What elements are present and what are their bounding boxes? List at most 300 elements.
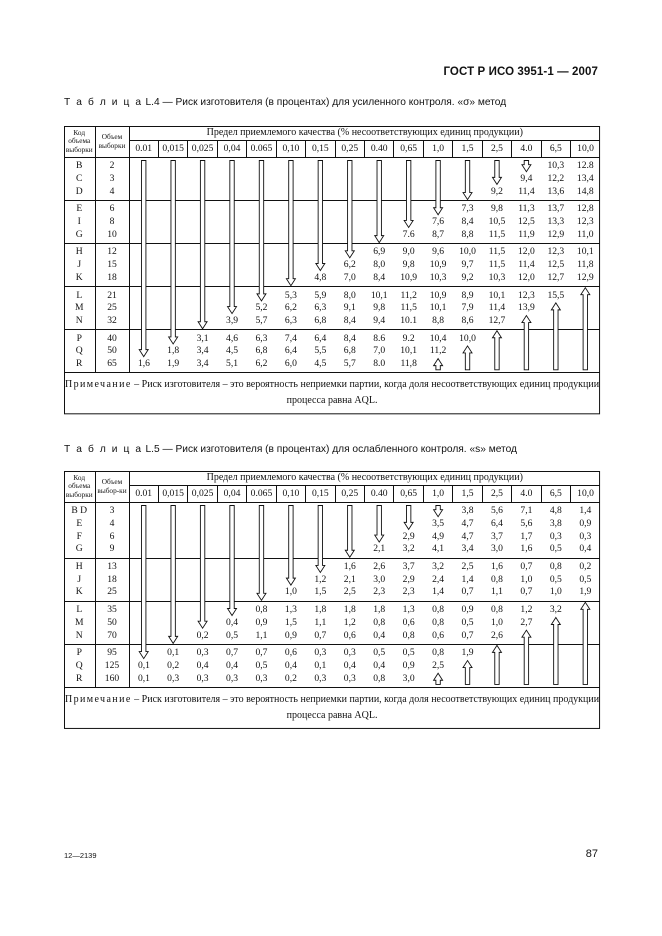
risk-value xyxy=(276,244,305,259)
risk-value xyxy=(512,644,541,659)
sample-code: B D xyxy=(64,503,95,518)
risk-value: 0,1 xyxy=(158,644,187,659)
sample-size: 25 xyxy=(95,586,129,601)
risk-value: 2,7 xyxy=(520,616,533,628)
risk-value: 6,9 xyxy=(365,244,394,259)
risk-value: 0,5 xyxy=(394,644,423,659)
risk-value: 0,2 xyxy=(167,659,180,671)
risk-value xyxy=(247,201,276,216)
risk-value: 10,4 xyxy=(423,330,452,345)
risk-value xyxy=(365,173,394,186)
risk-value: 0,2 xyxy=(284,672,297,684)
risk-value: 0,4 xyxy=(196,659,209,671)
risk-value xyxy=(571,660,601,673)
risk-value: 5,5 xyxy=(314,345,327,357)
risk-value: 0,6 xyxy=(402,616,415,628)
risk-value xyxy=(188,315,217,330)
risk-value xyxy=(217,601,246,616)
risk-value: 10,0 xyxy=(453,330,482,345)
risk-value xyxy=(188,543,217,558)
risk-value: 0,4 xyxy=(579,543,592,555)
risk-value xyxy=(217,244,246,259)
risk-value: 4,1 xyxy=(432,543,445,555)
risk-value xyxy=(423,158,452,173)
risk-value xyxy=(217,573,246,586)
risk-value xyxy=(129,216,158,229)
risk-value xyxy=(394,518,423,531)
sample-size: 160 xyxy=(95,672,129,687)
risk-value xyxy=(129,287,158,302)
risk-value: 13,7 xyxy=(541,201,570,216)
risk-value xyxy=(158,558,187,573)
size-header: Объем выбор-ки xyxy=(95,471,129,503)
risk-value xyxy=(541,330,570,345)
risk-value: 0,4 xyxy=(373,659,386,671)
risk-value: 11,5 xyxy=(488,228,506,240)
aql-column-header: 0,65 xyxy=(394,141,423,158)
risk-value: 0,8 xyxy=(423,644,452,659)
risk-value: 12,0 xyxy=(518,271,535,283)
risk-value: 5,1 xyxy=(226,357,239,369)
table-l5-caption xyxy=(64,444,517,455)
risk-value: 0,8 xyxy=(541,558,570,573)
risk-value xyxy=(188,573,217,586)
sample-size: 6 xyxy=(95,530,129,543)
risk-value: 1,9 xyxy=(167,357,180,369)
risk-value: 14,8 xyxy=(576,185,594,197)
risk-value: 7.6 xyxy=(402,228,415,240)
risk-value xyxy=(188,302,217,315)
risk-value xyxy=(571,644,601,659)
risk-value xyxy=(158,530,187,543)
sample-size: 50 xyxy=(95,345,129,358)
risk-value xyxy=(335,530,364,543)
risk-value xyxy=(512,672,541,687)
risk-value xyxy=(129,315,158,330)
table-row xyxy=(64,586,600,601)
risk-value xyxy=(129,185,158,200)
risk-value xyxy=(129,518,158,531)
risk-value: 15,5 xyxy=(541,287,570,302)
risk-value: 4,6 xyxy=(217,330,246,345)
risk-value xyxy=(188,173,217,186)
risk-value xyxy=(158,272,187,287)
risk-value: 2,6 xyxy=(490,629,503,641)
aql-column-header: 6,5 xyxy=(541,141,570,158)
risk-value: 7,6 xyxy=(432,216,445,228)
risk-value xyxy=(335,543,364,558)
caption-text: L.5 — Риск изготовителя (в процентах) для ослабленного контроля. «s» метод xyxy=(145,444,517,455)
sample-size: 18 xyxy=(95,573,129,586)
table-row xyxy=(64,518,600,531)
aql-column-header: 0,015 xyxy=(158,486,187,503)
aql-column-header: 0.065 xyxy=(247,141,276,158)
risk-value: 1,6 xyxy=(335,558,364,573)
risk-value xyxy=(276,228,305,243)
risk-value: 5,3 xyxy=(276,287,305,302)
sample-code: F xyxy=(64,530,95,543)
risk-value: 1,9 xyxy=(453,644,482,659)
risk-value xyxy=(423,173,452,186)
risk-value: 3,0 xyxy=(402,672,415,684)
risk-value xyxy=(394,173,423,186)
risk-value xyxy=(512,330,541,345)
risk-value: 1,9 xyxy=(579,586,592,598)
risk-value xyxy=(247,216,276,229)
risk-value: 1,4 xyxy=(432,586,445,598)
risk-value xyxy=(188,158,217,173)
risk-value xyxy=(453,660,482,673)
aql-column-header: 0,04 xyxy=(217,486,246,503)
risk-value: 1,7 xyxy=(520,530,533,542)
risk-value: 0,4 xyxy=(226,616,239,628)
risk-value: 4,8 xyxy=(314,271,327,283)
risk-value: 0,3 xyxy=(549,530,562,542)
risk-value xyxy=(453,173,482,186)
risk-value: 0,9 xyxy=(579,518,592,530)
risk-value: 0,3 xyxy=(314,672,327,684)
risk-value: 7,9 xyxy=(461,302,474,314)
risk-value xyxy=(247,244,276,259)
risk-value: 10,3 xyxy=(429,271,447,283)
risk-value xyxy=(453,185,482,200)
risk-value xyxy=(423,358,452,373)
risk-value xyxy=(482,358,511,373)
risk-value: 1,0 xyxy=(284,586,297,598)
risk-value xyxy=(276,272,305,287)
risk-value: 11,3 xyxy=(512,201,541,216)
risk-value: 8,4 xyxy=(343,314,356,326)
risk-value xyxy=(129,173,158,186)
risk-value xyxy=(158,173,187,186)
risk-value: 6,4 xyxy=(306,330,335,345)
aql-column-header: 10,0 xyxy=(571,141,601,158)
risk-value: 3,7 xyxy=(490,530,503,542)
risk-value xyxy=(541,302,570,315)
sample-size: 25 xyxy=(95,302,129,315)
size-header: Объем выборки xyxy=(95,126,129,158)
risk-value: 11,5 xyxy=(400,302,417,314)
risk-value xyxy=(188,586,217,601)
risk-value: 8,8 xyxy=(432,314,445,326)
risk-value: 0,2 xyxy=(196,629,209,641)
risk-value: 0,4 xyxy=(284,659,297,671)
risk-value: 0,8 xyxy=(490,573,503,585)
risk-value xyxy=(129,543,158,558)
risk-value xyxy=(335,173,364,186)
risk-value xyxy=(306,244,335,259)
risk-value: 12,9 xyxy=(547,228,565,240)
risk-value: 0,5 xyxy=(226,629,239,641)
risk-value: 1,2 xyxy=(343,616,356,628)
risk-value: 10,3 xyxy=(488,271,506,283)
risk-value: 0,7 xyxy=(461,586,474,598)
risk-value xyxy=(188,228,217,243)
risk-value: 3,8 xyxy=(453,503,482,518)
caption-text: L.4 — Риск изготовителя (в процентах) для усиленного контроля. «σ» метод xyxy=(145,97,507,108)
risk-value: 0,6 xyxy=(432,629,445,641)
risk-value xyxy=(158,228,187,243)
risk-value: 5,6 xyxy=(482,503,511,518)
sample-size: 3 xyxy=(95,173,129,186)
risk-value xyxy=(158,244,187,259)
risk-value: 12,2 xyxy=(547,173,565,185)
risk-value xyxy=(541,617,570,630)
risk-value: 0,4 xyxy=(226,659,239,671)
risk-value: 9,8 xyxy=(482,201,511,216)
risk-value xyxy=(276,558,305,573)
risk-value: 1,1 xyxy=(255,629,268,641)
risk-value xyxy=(158,586,187,601)
table-row xyxy=(64,244,600,259)
table-l4-caption xyxy=(64,97,506,108)
aql-column-header: 1,0 xyxy=(423,486,452,503)
risk-value: 1,6 xyxy=(137,357,150,369)
risk-value: 0,9 xyxy=(402,659,415,671)
risk-value xyxy=(306,216,335,229)
risk-value: 6,4 xyxy=(284,345,297,357)
risk-value: 8,9 xyxy=(453,287,482,302)
risk-value: 0,7 xyxy=(217,644,246,659)
risk-value xyxy=(571,629,601,644)
sample-code: H xyxy=(64,558,95,573)
table-row xyxy=(64,173,600,186)
sample-code: J xyxy=(64,259,95,272)
sample-size: 40 xyxy=(95,330,129,345)
risk-value: 0,5 xyxy=(365,644,394,659)
risk-value xyxy=(335,185,364,200)
risk-value xyxy=(158,201,187,216)
risk-value: 0,3 xyxy=(255,672,268,684)
sample-size: 50 xyxy=(95,617,129,630)
risk-value xyxy=(571,601,601,616)
sample-size: 4 xyxy=(95,185,129,200)
risk-value xyxy=(158,617,187,630)
sample-size: 10 xyxy=(95,228,129,243)
risk-value: 9.2 xyxy=(394,330,423,345)
table-row xyxy=(64,228,600,243)
aql-column-header: 0,025 xyxy=(188,486,217,503)
risk-value: 11,4 xyxy=(488,302,506,314)
risk-value: 9,2 xyxy=(490,185,503,197)
risk-value xyxy=(247,543,276,558)
aql-column-header: 4.0 xyxy=(512,486,541,503)
risk-value xyxy=(335,201,364,216)
risk-value: 1,8 xyxy=(167,345,180,357)
risk-value xyxy=(188,185,217,200)
risk-value xyxy=(129,158,158,173)
risk-value: 2,3 xyxy=(373,586,386,598)
aql-column-header: 0,25 xyxy=(335,486,364,503)
risk-value xyxy=(158,518,187,531)
risk-value: 1,0 xyxy=(490,616,503,628)
risk-value xyxy=(365,216,394,229)
table-row xyxy=(64,158,600,173)
aql-column-header: 1,5 xyxy=(453,141,482,158)
risk-value: 9,1 xyxy=(343,302,356,314)
risk-value: 2,1 xyxy=(373,543,386,555)
risk-value xyxy=(188,287,217,302)
risk-value xyxy=(188,503,217,518)
risk-value: 1,3 xyxy=(276,601,305,616)
risk-value xyxy=(247,518,276,531)
risk-value: 11,5 xyxy=(482,244,511,259)
risk-value: 12,9 xyxy=(576,271,594,283)
risk-value xyxy=(335,518,364,531)
risk-value: 6,3 xyxy=(314,302,327,314)
aql-column-header: 0.065 xyxy=(247,486,276,503)
sample-code: R xyxy=(64,358,95,373)
aql-column-header: 4.0 xyxy=(512,141,541,158)
risk-value xyxy=(129,330,158,345)
risk-value: 0,6 xyxy=(276,644,305,659)
note-label: Примечание xyxy=(64,693,132,705)
risk-value: 11,8 xyxy=(400,357,417,369)
aql-column-header: 0.01 xyxy=(129,486,158,503)
risk-value: 8,8 xyxy=(461,228,474,240)
risk-value xyxy=(335,216,364,229)
risk-value xyxy=(571,302,601,315)
risk-value xyxy=(129,302,158,315)
risk-value: 3,2 xyxy=(541,601,570,616)
risk-value xyxy=(482,644,511,659)
sample-code: K xyxy=(64,586,95,601)
risk-value: 0,3 xyxy=(343,672,356,684)
risk-value: 13,3 xyxy=(547,216,565,228)
aql-column-header: 0,65 xyxy=(394,486,423,503)
standard-code: ГОСТ Р ИСО 3951-1 — 2007 xyxy=(443,66,598,78)
risk-value xyxy=(512,315,541,330)
risk-value xyxy=(217,173,246,186)
sample-size: 2 xyxy=(95,158,129,173)
risk-value xyxy=(482,158,511,173)
risk-value: 0,8 xyxy=(402,629,415,641)
risk-value: 10,5 xyxy=(488,216,506,228)
table-row xyxy=(64,330,600,345)
risk-value: 1,0 xyxy=(520,573,533,585)
sample-code: E xyxy=(64,201,95,216)
risk-value: 0,9 xyxy=(255,616,268,628)
note-label: Примечание xyxy=(64,379,132,391)
sample-size: 35 xyxy=(95,601,129,616)
risk-value: 12,5 xyxy=(518,216,535,228)
risk-value: 12,7 xyxy=(488,314,506,326)
risk-value xyxy=(188,272,217,287)
risk-value xyxy=(129,617,158,630)
sample-code: G xyxy=(64,228,95,243)
risk-value: 13,4 xyxy=(576,173,594,185)
risk-value: 0,6 xyxy=(343,629,356,641)
risk-value xyxy=(276,173,305,186)
risk-value xyxy=(276,216,305,229)
risk-value: 10,0 xyxy=(453,244,482,259)
risk-value xyxy=(482,672,511,687)
risk-value xyxy=(571,358,601,373)
risk-value: 12,5 xyxy=(547,259,565,271)
risk-value: 6,4 xyxy=(490,518,503,530)
risk-value xyxy=(512,158,541,173)
sample-size: 65 xyxy=(95,358,129,373)
risk-value xyxy=(482,330,511,345)
sample-size: 12 xyxy=(95,244,129,259)
sample-code: P xyxy=(64,644,95,659)
risk-value xyxy=(365,201,394,216)
risk-value: 2,5 xyxy=(343,586,356,598)
sample-code: Q xyxy=(64,660,95,673)
risk-value: 8,0 xyxy=(335,287,364,302)
table-row xyxy=(64,216,600,229)
risk-value: 1,4 xyxy=(571,503,601,518)
sample-size: 125 xyxy=(95,660,129,673)
risk-value: 0,2 xyxy=(571,558,601,573)
risk-value: 6,3 xyxy=(247,330,276,345)
risk-value xyxy=(158,573,187,586)
risk-value: 1,1 xyxy=(490,586,503,598)
risk-value xyxy=(512,629,541,644)
risk-value xyxy=(276,530,305,543)
risk-value: 0,8 xyxy=(482,601,511,616)
aql-column-header: 0,025 xyxy=(188,141,217,158)
sample-code: N xyxy=(64,315,95,330)
risk-value xyxy=(188,244,217,259)
risk-value: 10,9 xyxy=(429,259,447,271)
risk-value xyxy=(217,503,246,518)
risk-value: 10,9 xyxy=(400,271,418,283)
risk-value xyxy=(217,518,246,531)
risk-value xyxy=(129,201,158,216)
risk-value: 10,9 xyxy=(423,287,452,302)
risk-value: 0,8 xyxy=(373,672,386,684)
risk-value xyxy=(571,672,601,687)
risk-value xyxy=(158,158,187,173)
risk-value: 8.0 xyxy=(373,357,386,369)
risk-value xyxy=(129,272,158,287)
risk-value: 6,8 xyxy=(314,314,327,326)
risk-value xyxy=(541,660,570,673)
sample-code: P xyxy=(64,330,95,345)
risk-value: 8,7 xyxy=(432,228,445,240)
risk-value xyxy=(306,185,335,200)
risk-value: 8,4 xyxy=(373,271,386,283)
risk-value: 0,8 xyxy=(423,601,452,616)
risk-value: 11,2 xyxy=(429,345,447,357)
risk-value xyxy=(129,644,158,659)
risk-value: 0,3 xyxy=(579,530,592,542)
risk-value xyxy=(217,216,246,229)
risk-value: 0,3 xyxy=(188,644,217,659)
aql-column-header: 0,15 xyxy=(306,141,335,158)
risk-value: 9,8 xyxy=(373,302,386,314)
risk-value: 3,7 xyxy=(394,558,423,573)
risk-value xyxy=(188,530,217,543)
risk-value: 5,2 xyxy=(255,302,268,314)
risk-value: 7,1 xyxy=(512,503,541,518)
table-note xyxy=(64,687,600,729)
risk-value: 8.6 xyxy=(365,330,394,345)
risk-value: 6,8 xyxy=(343,345,356,357)
risk-value: 0,7 xyxy=(314,629,327,641)
risk-value: 0,9 xyxy=(284,629,297,641)
risk-value xyxy=(158,216,187,229)
note-text: – Риск изготовителя – это вероятность неприемки партии, когда доля несоответствующих единиц продукции процесса равна AQL. xyxy=(131,693,600,721)
sample-code: Q xyxy=(64,345,95,358)
risk-value xyxy=(129,228,158,243)
risk-value: 10.1 xyxy=(400,314,418,326)
risk-value: 3,4 xyxy=(196,357,209,369)
table-l4 xyxy=(64,126,600,414)
risk-value: 1,5 xyxy=(314,586,327,598)
risk-value: 3,9 xyxy=(226,314,239,326)
